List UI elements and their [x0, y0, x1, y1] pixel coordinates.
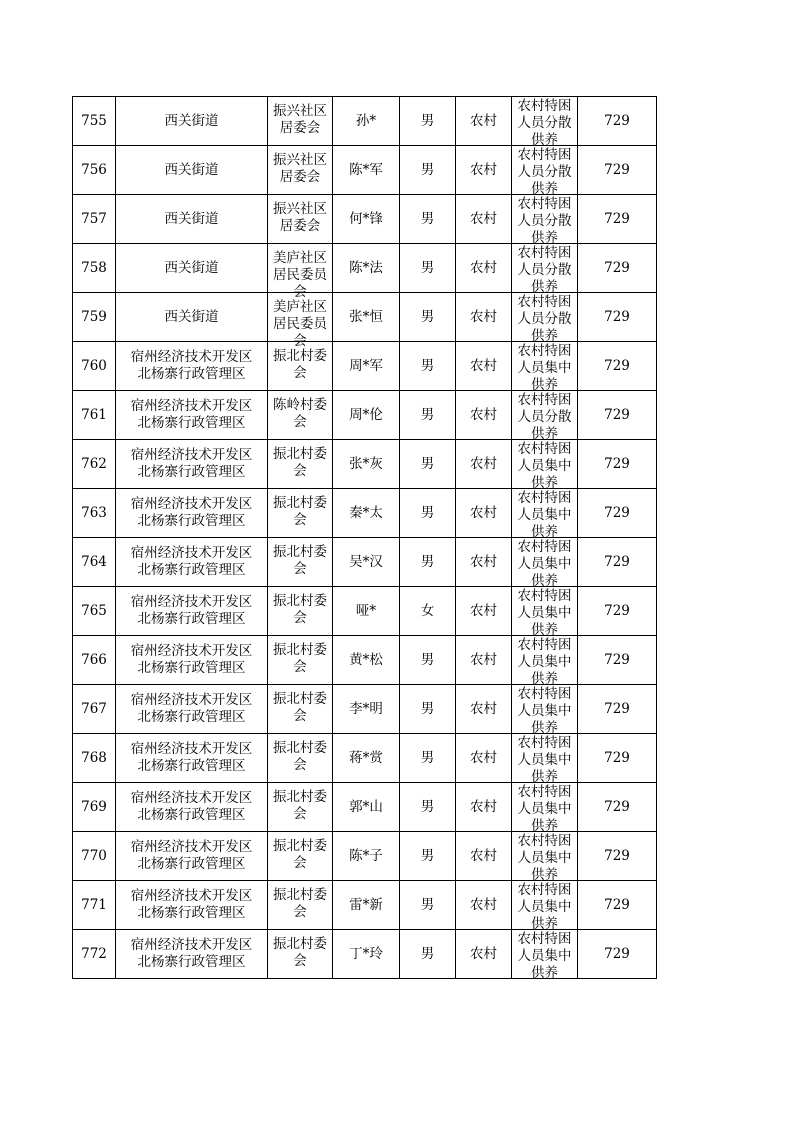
support-type-cell: 农村特困人员分散供养 [512, 146, 578, 195]
support-type-cell: 农村特困人员集中供养 [512, 636, 578, 685]
area-cell: 农村 [456, 734, 512, 783]
community-cell: 振兴社区居委会 [268, 195, 333, 244]
person-name: 周*军 [333, 342, 400, 391]
person-name: 蒋*赏 [333, 734, 400, 783]
table-row [73, 391, 657, 440]
row-number: 763 [73, 489, 116, 538]
area-cell: 农村 [456, 97, 512, 146]
amount-cell: 729 [578, 587, 657, 636]
relief-roster-table [72, 96, 657, 979]
area-cell: 农村 [456, 538, 512, 587]
amount-cell: 729 [578, 832, 657, 881]
amount-cell: 729 [578, 489, 657, 538]
table-row [73, 538, 657, 587]
support-type-cell: 农村特困人员分散供养 [512, 293, 578, 342]
sex-cell: 男 [400, 685, 456, 734]
row-number: 759 [73, 293, 116, 342]
row-number: 767 [73, 685, 116, 734]
support-type-cell: 农村特困人员集中供养 [512, 489, 578, 538]
community-cell: 振北村委会 [268, 538, 333, 587]
community-cell: 振北村委会 [268, 489, 333, 538]
table-row [73, 342, 657, 391]
table-row [73, 587, 657, 636]
table-row [73, 734, 657, 783]
amount-cell: 729 [578, 293, 657, 342]
row-number: 766 [73, 636, 116, 685]
row-number: 756 [73, 146, 116, 195]
street-cell: 宿州经济技术开发区 北杨寨行政管理区 [116, 783, 268, 832]
roster-body [73, 97, 657, 979]
sex-cell: 男 [400, 293, 456, 342]
area-cell: 农村 [456, 342, 512, 391]
community-cell: 美庐社区居民委员会 [268, 244, 333, 293]
person-name: 李*明 [333, 685, 400, 734]
sex-cell: 男 [400, 832, 456, 881]
street-cell: 西关街道 [116, 97, 268, 146]
amount-cell: 729 [578, 391, 657, 440]
sex-cell: 男 [400, 489, 456, 538]
sex-cell: 男 [400, 930, 456, 979]
support-type-cell: 农村特困人员集中供养 [512, 832, 578, 881]
amount-cell: 729 [578, 538, 657, 587]
table-row [73, 685, 657, 734]
support-type-cell: 农村特困人员分散供养 [512, 195, 578, 244]
support-type-cell: 农村特困人员分散供养 [512, 391, 578, 440]
amount-cell: 729 [578, 195, 657, 244]
table-row [73, 489, 657, 538]
person-name: 张*灰 [333, 440, 400, 489]
row-number: 764 [73, 538, 116, 587]
sex-cell: 男 [400, 783, 456, 832]
table-row [73, 97, 657, 146]
community-cell: 振北村委会 [268, 636, 333, 685]
support-type-cell: 农村特困人员集中供养 [512, 538, 578, 587]
community-cell: 振北村委会 [268, 685, 333, 734]
sex-cell: 男 [400, 440, 456, 489]
community-cell: 振北村委会 [268, 440, 333, 489]
community-cell: 振北村委会 [268, 587, 333, 636]
street-cell: 宿州经济技术开发区 北杨寨行政管理区 [116, 832, 268, 881]
row-number: 755 [73, 97, 116, 146]
amount-cell: 729 [578, 881, 657, 930]
community-cell: 振北村委会 [268, 342, 333, 391]
amount-cell: 729 [578, 342, 657, 391]
area-cell: 农村 [456, 391, 512, 440]
row-number: 757 [73, 195, 116, 244]
support-type-cell: 农村特困人员分散供养 [512, 97, 578, 146]
area-cell: 农村 [456, 195, 512, 244]
person-name: 张*恒 [333, 293, 400, 342]
support-type-cell: 农村特困人员集中供养 [512, 881, 578, 930]
area-cell: 农村 [456, 489, 512, 538]
person-name: 何*锋 [333, 195, 400, 244]
area-cell: 农村 [456, 146, 512, 195]
amount-cell: 729 [578, 734, 657, 783]
street-cell: 宿州经济技术开发区 北杨寨行政管理区 [116, 440, 268, 489]
area-cell: 农村 [456, 636, 512, 685]
community-cell: 振兴社区居委会 [268, 146, 333, 195]
table-row [73, 832, 657, 881]
area-cell: 农村 [456, 930, 512, 979]
support-type-cell: 农村特困人员集中供养 [512, 734, 578, 783]
amount-cell: 729 [578, 930, 657, 979]
community-cell: 振北村委会 [268, 881, 333, 930]
area-cell: 农村 [456, 685, 512, 734]
table-row [73, 244, 657, 293]
sex-cell: 男 [400, 146, 456, 195]
street-cell: 宿州经济技术开发区 北杨寨行政管理区 [116, 636, 268, 685]
support-type-cell: 农村特困人员集中供养 [512, 783, 578, 832]
person-name: 吴*汉 [333, 538, 400, 587]
street-cell: 宿州经济技术开发区 北杨寨行政管理区 [116, 391, 268, 440]
sex-cell: 男 [400, 734, 456, 783]
sex-cell: 男 [400, 244, 456, 293]
street-cell: 西关街道 [116, 293, 268, 342]
street-cell: 宿州经济技术开发区 北杨寨行政管理区 [116, 734, 268, 783]
area-cell: 农村 [456, 293, 512, 342]
community-cell: 陈岭村委会 [268, 391, 333, 440]
community-cell: 振北村委会 [268, 832, 333, 881]
person-name: 陈*法 [333, 244, 400, 293]
person-name: 黄*松 [333, 636, 400, 685]
table-row [73, 195, 657, 244]
person-name: 雷*新 [333, 881, 400, 930]
street-cell: 宿州经济技术开发区 北杨寨行政管理区 [116, 538, 268, 587]
sex-cell: 男 [400, 195, 456, 244]
street-cell: 宿州经济技术开发区 北杨寨行政管理区 [116, 930, 268, 979]
row-number: 760 [73, 342, 116, 391]
amount-cell: 729 [578, 97, 657, 146]
amount-cell: 729 [578, 783, 657, 832]
street-cell: 西关街道 [116, 195, 268, 244]
table-row [73, 440, 657, 489]
person-name: 陈*子 [333, 832, 400, 881]
community-cell: 振北村委会 [268, 930, 333, 979]
sex-cell: 男 [400, 636, 456, 685]
amount-cell: 729 [578, 244, 657, 293]
person-name: 孙* [333, 97, 400, 146]
table-row [73, 783, 657, 832]
sex-cell: 男 [400, 391, 456, 440]
street-cell: 宿州经济技术开发区 北杨寨行政管理区 [116, 489, 268, 538]
community-cell: 振兴社区居委会 [268, 97, 333, 146]
person-name: 陈*军 [333, 146, 400, 195]
support-type-cell: 农村特困人员集中供养 [512, 930, 578, 979]
row-number: 762 [73, 440, 116, 489]
community-cell: 振北村委会 [268, 734, 333, 783]
row-number: 768 [73, 734, 116, 783]
support-type-cell: 农村特困人员集中供养 [512, 342, 578, 391]
community-cell: 振北村委会 [268, 783, 333, 832]
support-type-cell: 农村特困人员集中供养 [512, 685, 578, 734]
sex-cell: 男 [400, 881, 456, 930]
amount-cell: 729 [578, 146, 657, 195]
area-cell: 农村 [456, 440, 512, 489]
area-cell: 农村 [456, 244, 512, 293]
table-row [73, 930, 657, 979]
support-type-cell: 农村特困人员集中供养 [512, 587, 578, 636]
street-cell: 西关街道 [116, 146, 268, 195]
row-number: 761 [73, 391, 116, 440]
row-number: 758 [73, 244, 116, 293]
area-cell: 农村 [456, 587, 512, 636]
street-cell: 西关街道 [116, 244, 268, 293]
area-cell: 农村 [456, 881, 512, 930]
table-row [73, 146, 657, 195]
person-name: 周*伦 [333, 391, 400, 440]
person-name: 丁*玲 [333, 930, 400, 979]
sex-cell: 男 [400, 342, 456, 391]
support-type-cell: 农村特困人员集中供养 [512, 440, 578, 489]
street-cell: 宿州经济技术开发区 北杨寨行政管理区 [116, 685, 268, 734]
support-type-cell: 农村特困人员分散供养 [512, 244, 578, 293]
community-cell: 美庐社区居民委员会 [268, 293, 333, 342]
amount-cell: 729 [578, 685, 657, 734]
area-cell: 农村 [456, 832, 512, 881]
table-row [73, 636, 657, 685]
street-cell: 宿州经济技术开发区 北杨寨行政管理区 [116, 587, 268, 636]
row-number: 771 [73, 881, 116, 930]
row-number: 769 [73, 783, 116, 832]
amount-cell: 729 [578, 636, 657, 685]
sex-cell: 男 [400, 97, 456, 146]
street-cell: 宿州经济技术开发区 北杨寨行政管理区 [116, 342, 268, 391]
person-name: 哑* [333, 587, 400, 636]
sex-cell: 女 [400, 587, 456, 636]
street-cell: 宿州经济技术开发区 北杨寨行政管理区 [116, 881, 268, 930]
sex-cell: 男 [400, 538, 456, 587]
area-cell: 农村 [456, 783, 512, 832]
table-row [73, 881, 657, 930]
person-name: 郭*山 [333, 783, 400, 832]
amount-cell: 729 [578, 440, 657, 489]
row-number: 765 [73, 587, 116, 636]
table-row [73, 293, 657, 342]
row-number: 772 [73, 930, 116, 979]
person-name: 秦*太 [333, 489, 400, 538]
row-number: 770 [73, 832, 116, 881]
